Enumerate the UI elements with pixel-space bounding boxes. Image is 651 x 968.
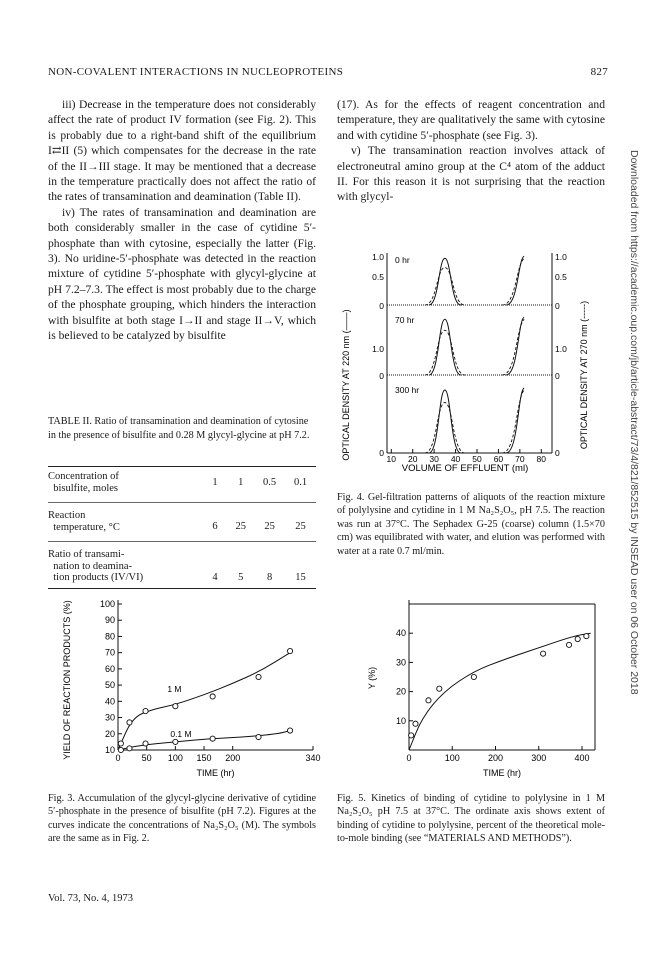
y-tick-label-right: 0 (555, 301, 560, 311)
table2-caption: TABLE II. Ratio of transamination and deamination of cytosine in the presence of bisulfite and 0.28 M glycyl-glycine at pH 7.2. (48, 416, 310, 441)
page-number: 827 (590, 66, 608, 78)
x-axis-label: TIME (hr) (483, 768, 521, 778)
y-tick-label-right: 1.0 (555, 344, 567, 354)
data-point (426, 698, 431, 703)
y-tick-label: 10 (104, 745, 115, 755)
y-tick-label-left: 0 (379, 301, 384, 311)
fig3-caption: Fig. 3. Accumulation of the glycyl-glycine derivative of cytidine 5′-phosphate in the presence of bisulfite (pH 7.2). Figures at the curves indicate the concentrations of Na₂S₂O₅ (M). The symbols are the same as in Fig. 2. (48, 793, 316, 845)
peak-220 (506, 317, 524, 375)
y-tick-label: 50 (104, 680, 115, 691)
series-label: 0.1 M (170, 728, 192, 739)
fig5-caption: Fig. 5. Kinetics of binding of cytidine to polylysine in 1 M Na₂S₂O₅ pH 7.5 at 37°C. The ordinate axis shows extent of binding of cytidine to polylysine, percent of the theoretical mole-to-mole binding (see “MATERIALS AND METHODS”). (337, 793, 605, 845)
y-axis-label: YIELD OF REACTION PRODUCTS (%) (62, 600, 72, 760)
peak-220 (429, 390, 461, 453)
data-point (413, 721, 418, 726)
y-tick-label: 80 (104, 631, 115, 642)
series-label: 1 M (167, 684, 182, 695)
fig4-chart (337, 245, 607, 485)
fig4-xlabel: VOLUME OF EFFLUENT (ml) (401, 463, 529, 474)
x-tick-label: 20 (407, 454, 418, 464)
x-tick-label: 10 (386, 454, 397, 464)
x-tick-label: 400 (574, 753, 590, 763)
data-point (127, 720, 132, 725)
data-point (118, 741, 123, 746)
fig4-ylabel-left: OPTICAL DENSITY AT 220 nm (——) (341, 309, 351, 461)
data-point (256, 674, 261, 679)
y-tick-label-left: 0 (379, 448, 384, 458)
data-point (173, 739, 178, 744)
peak-270 (425, 268, 465, 305)
y-tick-label-left: 1.0 (372, 252, 384, 262)
table-row: Concentration of bisulfite, moles 1 1 0.5 0.1 (48, 471, 308, 494)
peak-220 (429, 258, 461, 305)
left-paragraph-2: iv) The rates of transamination and deamination are both considerably smaller in the case of cytidine 5′-phosphate than with cytosine, especially the latter (Fig. 3). No uridine-5′-phosphate was detected in the reaction mixture of cytidine 5′-phosphate with glycyl-glycine at pH 7.2–7.3. The effect is most probably due to the charge of the phosphate grouping, which hinders the interaction with bisulfite at both stage I→II and stage II→V, which is believed to be catalyzed by bisulfite (48, 205, 316, 343)
left-column (48, 97, 316, 344)
data-point (118, 747, 123, 752)
table-row: Reaction temperature, °C 6 25 25 25 (48, 503, 316, 542)
data-point (287, 648, 292, 653)
left-paragraph-1: iii) Decrease in the temperature does not considerably affect the rate of product IV formation (see Fig. 2). This is probably due to a right-band shift of the equilibrium I⇄II (5) which compensates for the decrease in the rate of the II→III stage. It may be mentioned that a decrease in the temperature practically does not affect the ratio of the rates of transamination and deamination (Table II). (48, 98, 316, 204)
y-tick-label: 40 (104, 696, 115, 707)
y-tick-label-left: 0.5 (372, 272, 384, 282)
y-tick-label: 40 (395, 628, 406, 639)
x-tick-label: 340 (305, 753, 321, 763)
download-note: Downloaded from https://academic.oup.com/jb/article-abstract/73/4/821/852515 by INSEAD user on 06 October 2018 (628, 150, 640, 695)
x-tick-label: 0 (406, 753, 412, 763)
peak-220 (429, 319, 461, 375)
y-tick-label-right: 0.5 (555, 272, 567, 282)
data-point (127, 746, 132, 751)
y-axis-label: Y (%) (367, 666, 377, 690)
x-tick-label: 80 (536, 454, 547, 464)
fig4-ylabel-right: OPTICAL DENSITY AT 270 nm (-----) (579, 300, 589, 450)
data-point (287, 728, 292, 733)
y-tick-label-right: 1.0 (555, 252, 567, 262)
x-tick-label: 100 (167, 753, 183, 763)
x-tick-label: 30 (429, 454, 439, 464)
y-tick-label-left: 0 (379, 371, 384, 381)
y-tick-label-left: 1.0 (372, 344, 384, 354)
fig4-caption: Fig. 4. Gel-filtration patterns of aliquots of the reaction mixture of polylysine and cytidine in 1 M Na₂S₂O₅, pH 7.5. The reaction was run at 37°C. The Sephadex G-25 (coarse) column (1.5×70 cm) was equilibrated with water, and elution was performed with water at a rate 0.7 ml/min. (337, 492, 605, 557)
y-tick-label: 20 (104, 728, 115, 739)
y-tick-label: 30 (104, 712, 115, 723)
table-row: Ratio of transami- nation to deamina- tion products (IV/VI) 4 5 8 15 (48, 542, 316, 584)
data-point (210, 694, 215, 699)
footer: Vol. 73, No. 4, 1973 (48, 893, 133, 904)
peak-220 (506, 256, 524, 305)
data-point (575, 636, 580, 641)
x-axis-label: TIME (hr) (196, 768, 235, 778)
table2 (48, 466, 316, 589)
panel-label: 300 hr (395, 385, 420, 395)
data-point (471, 674, 476, 679)
right-paragraph-1: (17). As for the effects of reagent concentration and temperature, they are qualitatively the same with cytosine and with cytidine 5′-phosphate (see Fig. 3). (337, 98, 605, 142)
data-point (143, 741, 148, 746)
peak-270 (425, 330, 465, 375)
y-tick-label: 20 (395, 686, 406, 697)
panel-label: 70 hr (395, 315, 415, 325)
data-point (409, 733, 414, 738)
x-tick-label: 300 (531, 753, 547, 763)
right-column (337, 97, 605, 205)
x-tick-label: 40 (450, 454, 461, 464)
series-line (409, 633, 591, 750)
data-point (173, 704, 178, 709)
y-tick-label: 90 (104, 615, 115, 626)
x-tick-label: 50 (141, 753, 152, 763)
right-paragraph-2: v) The transamination reaction involves attack of electroneutral amino group at the C⁴ atom of the adduct II. For this reason it is not surprising that the reaction with glycyl- (337, 144, 605, 204)
data-point (256, 734, 261, 739)
x-tick-label: 60 (493, 454, 504, 464)
x-tick-label: 100 (444, 753, 460, 763)
data-point (584, 634, 589, 639)
fig3-chart (48, 598, 321, 783)
x-tick-label: 50 (472, 454, 482, 464)
x-tick-label: 70 (515, 454, 525, 464)
x-tick-label: 200 (487, 753, 504, 763)
y-tick-label-right: 0 (555, 371, 560, 381)
data-point (437, 686, 442, 691)
data-point (540, 651, 545, 656)
panel-label: 0 hr (395, 255, 410, 265)
x-tick-label: 200 (225, 753, 241, 763)
x-tick-label: 150 (196, 753, 212, 763)
y-tick-label: 100 (99, 599, 115, 609)
peak-270 (425, 403, 465, 453)
y-tick-label: 70 (104, 647, 115, 658)
y-tick-label: 30 (395, 657, 406, 668)
x-tick-label: 0 (115, 753, 121, 763)
peak-220 (506, 388, 524, 453)
y-tick-label: 10 (395, 715, 406, 726)
data-point (566, 642, 571, 647)
data-point (210, 736, 215, 741)
fig5-chart (337, 598, 607, 783)
y-tick-label: 60 (104, 663, 115, 674)
running-title: NON-COVALENT INTERACTIONS IN NUCLEOPROTEINS (48, 66, 344, 78)
data-point (143, 708, 148, 713)
y-tick-label-right: 0 (555, 448, 560, 458)
